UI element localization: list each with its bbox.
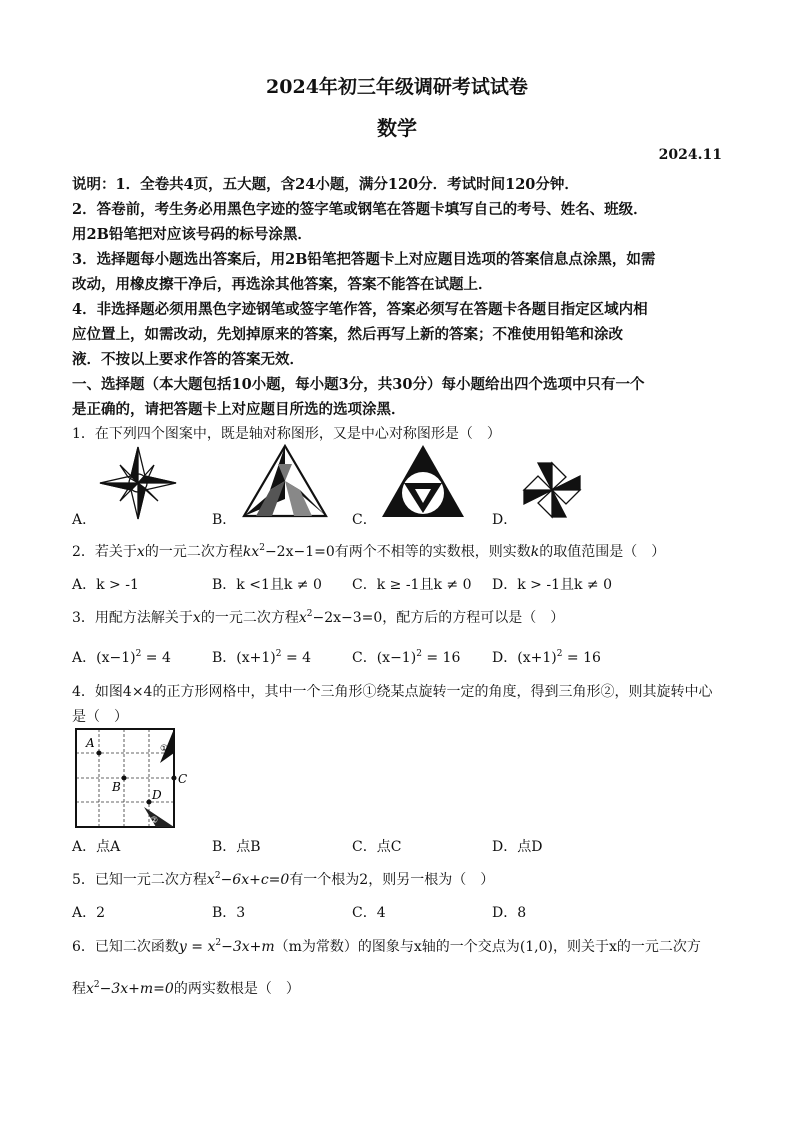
note-line-6: 4．非选择题必须用黑色字迹钢笔或签字笔作答，答案必须写在答题卡各题目指定区域内相 [72, 301, 648, 318]
section-heading: 一、选择题（本大题包括10小题，每小题3分，共30分）每小题给出四个选项中只有一个 [72, 376, 645, 393]
q3-stem: 3．用配方法解关于x的一元二次方程$x^2-2x-3=0$，配方后的方程可以是（ ） [72, 609, 565, 626]
q4-stem-cont: 是（ ） [72, 709, 128, 725]
q3-option-d: D．$(x+1)^2 = 16$ [492, 649, 601, 666]
q4-option-c: C．点C [352, 839, 402, 855]
q1-option-b: B． [212, 512, 237, 528]
q4-option-d: D．点D [492, 839, 543, 855]
q5-stem: 5．已知一元二次方程$x^2-6x+c=0$有一个根为2，则另一根为（ ） [72, 871, 495, 888]
section-heading-cont: 是正确的，请把答题卡上对应题目所选的选项涂黑． [72, 401, 406, 418]
grid-label-d: D [152, 788, 162, 802]
q5-option-d: D．8 [492, 905, 527, 921]
q4-option-b: B．点B [212, 839, 261, 855]
note-line-4: 3．选择题每小题选出答案后，用2B铅笔把答题卡上对应题目选项的答案信息点涂黑，如需 [72, 251, 656, 268]
q2-option-a: A．k > -1 [72, 577, 139, 593]
exam-date: 2024.11 [658, 147, 722, 163]
q4-grid-figure [72, 727, 190, 829]
q2-option-c: C．k ≥ -1且k ≠ 0 [352, 577, 472, 593]
grid-label-triangle-one: ① [160, 744, 169, 754]
q5-option-c: C．4 [352, 905, 386, 921]
q3-option-b: B．$(x+1)^2 = 4$ [212, 649, 312, 666]
q4-option-a: A．点A [72, 839, 121, 855]
q1-option-a: A． [72, 512, 97, 528]
q5-option-b: B．3 [212, 905, 246, 921]
exam-title: 2024年初三年级调研考试试卷 [266, 76, 528, 98]
triangle-circle-pattern-figure [380, 443, 466, 519]
q4-stem: 4．如图4×4的正方形网格中，其中一个三角形①绕某点旋转一定的角度，得到三角形②，则其旋转中心 [72, 684, 713, 700]
note-line-5: 改动，用橡皮擦干净后，再选涂其他答案，答案不能答在试题上． [72, 276, 493, 293]
q3-option-c: C．$(x-1)^2 = 16$ [352, 649, 461, 666]
note-line-1: 说明：1．全卷共4页，五大题，含24小题，满分120分．考试时间120分钟． [72, 176, 579, 193]
note-line-8: 液．不按以上要求作答的答案无效． [72, 351, 304, 368]
q6-stem-cont: 程$x^2-3x+m=0$的两实数根是（ ） [72, 980, 300, 997]
note-line-3: 用2B铅笔把对应该号码的标号涂黑． [72, 226, 312, 243]
grid-label-a: A [86, 736, 95, 750]
q2-option-d: D．k > -1且k ≠ 0 [492, 577, 612, 593]
note-line-2: 2．答卷前，考生务必用黑色字迹的签字笔或钢笔在答题卡填写自己的考号、姓名、班级． [72, 201, 648, 218]
triangle-pattern-figure [242, 444, 328, 518]
grid-label-b: B [112, 780, 121, 794]
subject-title: 数学 [377, 116, 417, 140]
q2-stem: 2．若关于x的一元二次方程$kx^2-2x-1=0$有两个不相等的实数根，则实数k的取值范围是（ ） [72, 543, 666, 560]
q5-option-a: A．2 [72, 905, 106, 921]
q3-option-a: A．$(x-1)^2 = 4$ [72, 649, 171, 666]
note-line-7: 应位置上，如需改动，先划掉原来的答案，然后再写上新的答案；不准使用铅笔和涂改 [72, 326, 623, 343]
q1-stem: 1．在下列四个图案中，既是轴对称图形，又是中心对称图形是（ ） [72, 426, 501, 442]
q6-stem: 6．已知二次函数$y = x^2-3x+m(m$为常数）的图象与x轴的一个交点为(1,0)，则关于x的一元二次方 [72, 938, 701, 955]
q1-option-d: D． [492, 512, 518, 528]
grid-label-triangle-two: ② [150, 816, 159, 826]
grid-label-c: C [178, 772, 188, 786]
q2-option-b: B．k <1且k ≠ 0 [212, 577, 322, 593]
q1-option-c: C． [352, 512, 377, 528]
triangle-two-shape [144, 807, 174, 827]
pinwheel-figure [518, 461, 586, 519]
compass-star-figure [98, 445, 178, 521]
